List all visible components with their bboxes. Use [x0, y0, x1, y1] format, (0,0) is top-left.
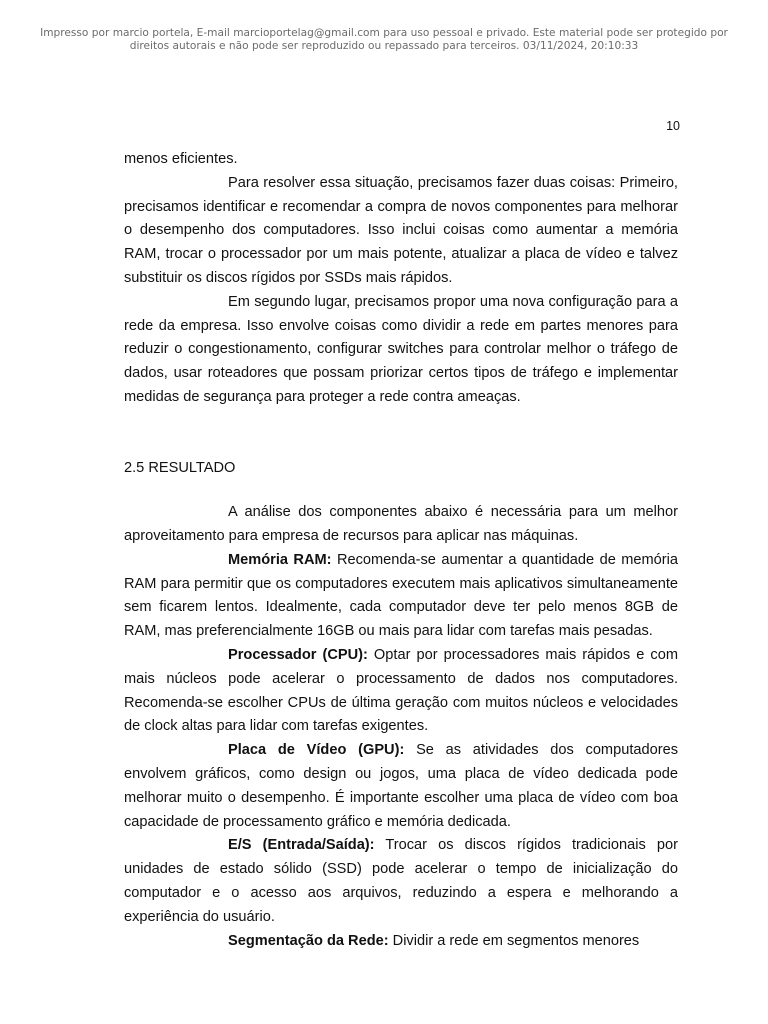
item-term: Segmentação da Rede: — [228, 932, 389, 949]
item-placa-de-video — [124, 739, 678, 834]
paragraph-second-action: Em segundo lugar, precisamos propor uma nova configuração para a rede da empresa. Isso envolve coisas como dividir a rede em partes menores para reduzir o congestionamento, configurar switches para controlar melhor o tráfego de dados, usar roteadores que possam priorizar certos tipos de tráfego e implementar medidas de segurança para proteger a rede contra ameaças. — [124, 293, 678, 405]
page-number: 10 — [666, 119, 680, 133]
item-segmentacao-rede — [124, 930, 678, 954]
item-processador — [124, 644, 678, 739]
item-entrada-saida — [124, 834, 678, 929]
section-heading: 2.5 RESULTADO — [124, 460, 236, 477]
item-text: Se as atividades dos computadores envolvem gráficos, como design ou jogos, uma placa de vídeo dedicada pode melhorar muito o desempenho. É importante escolher uma placa de vídeo com boa capacidade de processamento gráfico e memória dedicada. — [124, 742, 678, 830]
item-term: Processador (CPU): — [228, 646, 368, 663]
item-text: Trocar os discos rígidos tradicionais por unidades de estado sólido (SSD) pode acelerar o tempo de inicialização do computador e o acesso aos arquivos, reduzindo a espera e melhorando a experiência do usuário. — [124, 837, 678, 925]
item-term: Placa de Vídeo (GPU): — [228, 742, 405, 759]
item-term: E/S (Entrada/Saída): — [228, 837, 375, 854]
page-content — [124, 148, 678, 953]
section-intro: A análise dos componentes abaixo é necessária para um melhor aproveitamento para empresa de recursos para aplicar nas máquinas. — [124, 504, 678, 544]
paragraph-first-action: Para resolver essa situação, precisamos fazer duas coisas: Primeiro, precisamos identificar e recomendar a compra de novos componentes para melhorar o desempenho dos computadores. Isso inclui coisas como aumentar a memória RAM, trocar o processador por um mais potente, atualizar a placa de vídeo e talvez substituir os discos rígidos por SSDs mais rápidos. — [124, 174, 678, 286]
copyright-watermark — [20, 27, 748, 53]
watermark-line-2: direitos autorais e não pode ser reproduzido ou repassado para terceiros. 03/11/2024, 20:10:33 — [129, 40, 639, 52]
spacer — [124, 481, 678, 501]
item-text: Optar por processadores mais rápidos e com mais núcleos pode acelerar o processamento de dados nos computadores. Recomenda-se escolher CPUs de última geração com muitos núcleos e velocidades de clock altas para lidar com tarefas exigentes. — [124, 646, 678, 735]
item-text: Dividir a rede em segmentos menores — [388, 932, 640, 949]
item-memoria-ram — [124, 549, 678, 644]
paragraph-continuation: menos eficientes. — [124, 151, 238, 167]
item-text: Recomenda-se aumentar a quantidade de memória RAM para permitir que os computadores executem mais aplicativos simultaneamente sem ficarem lentos. Idealmente, cada computador deve ter pelo menos 8GB de RAM, mas preferencialmente 16GB ou mais para lidar com tarefas mais pesadas. — [124, 551, 678, 640]
item-term: Memória RAM: — [228, 551, 332, 568]
spacer — [124, 410, 678, 458]
watermark-line-1: Impresso por marcio portela, E-mail marcioportelag@gmail.com para uso pessoal e privado. Este material pode ser protegido por — [40, 27, 728, 39]
